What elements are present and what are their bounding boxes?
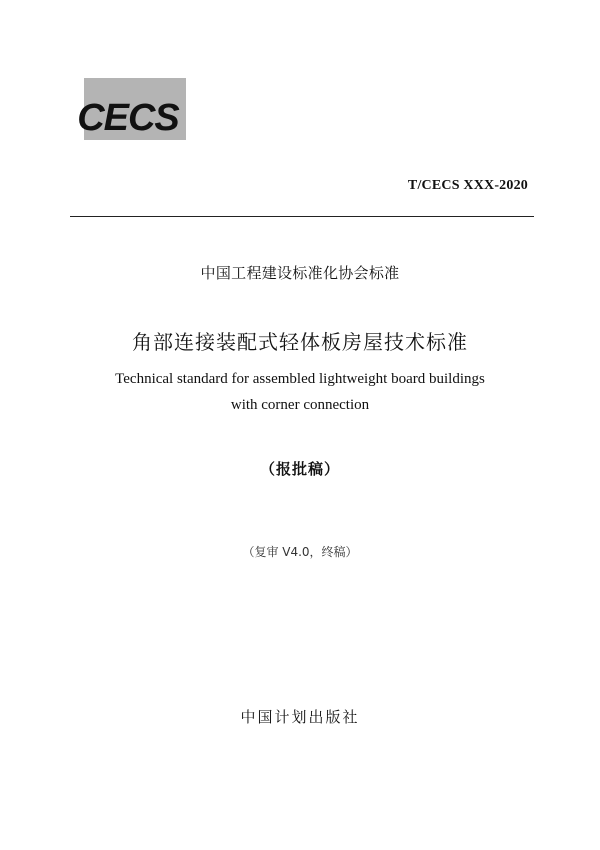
header-divider — [70, 216, 534, 217]
version-note: （复审 V4.0，终稿） — [242, 545, 358, 559]
title-english-line-2: with corner connection — [230, 397, 370, 413]
title-english-line-1: Technical standard for assembled lightweight board buildings — [115, 371, 485, 387]
logo-text: CECS — [77, 97, 179, 139]
draft-status: （报批稿） — [259, 460, 340, 478]
cecs-logo-graphic — [72, 78, 196, 150]
cecs-logo — [72, 78, 196, 150]
standard-number: T/CECS XXX-2020 — [407, 178, 528, 193]
publisher-name: 中国计划出版社 — [240, 708, 360, 726]
association-name: 中国工程建设标准化协会标准 — [200, 264, 400, 282]
title-chinese: 角部连接装配式轻体板房屋技术标准 — [132, 330, 468, 354]
